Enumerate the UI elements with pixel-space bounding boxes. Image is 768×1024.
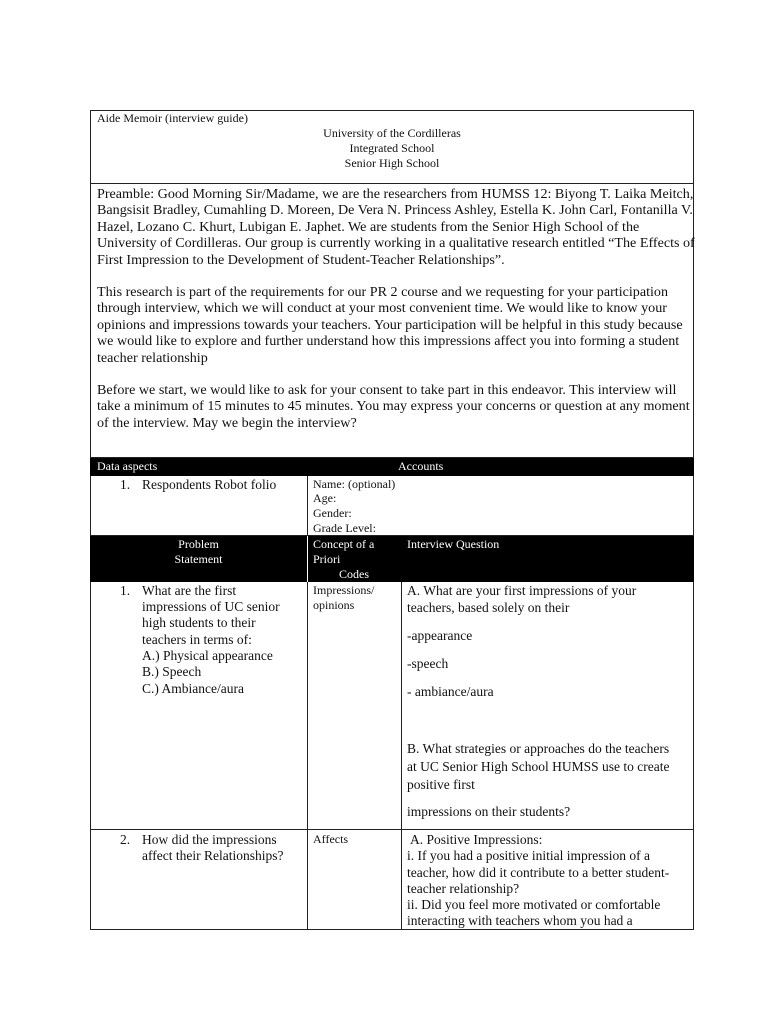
question-1b-line-2: at UC Senior High School HUMSS use to create: [407, 759, 670, 774]
code-row-2-line-1: Affects: [313, 832, 349, 846]
document-label: Aide Memoir (interview guide): [97, 111, 248, 125]
respondent-row-divider: [307, 476, 308, 536]
question-2-line-3: teacher, how did it contribute to a better student-: [407, 865, 670, 880]
data-aspects-header-bar: [90, 458, 694, 476]
preamble-paragraph-1: Preamble: Good Morning Sir/Madame, we are the researchers from HUMSS 12: Biyong T. Laika Meitch, Bangsisit Bradley, Cumahling D. Moreen, De Vera N. Princess Ashley, Estella K. John Carl, Fontanilla V. Hazel, Lozano C. Khurt, Lubigan E. Japhet. We are students from the Senior High School of the University of Cordilleras. Our group is currently working in a qualitative research entitled “The Effects of First Impression to the Development of Student-Teacher Relationships”.: [97, 186, 695, 268]
data-aspects-heading: Data aspects: [97, 459, 158, 473]
field-grade-level: Grade Level:: [313, 521, 376, 535]
row-separator: [90, 829, 694, 830]
concept-heading-line-1: Concept of a: [313, 537, 375, 551]
problem-row-1-line-6: B.) Speech: [142, 664, 202, 679]
problem-row-2-number: 2.: [120, 832, 131, 847]
respondent-row-aspect: Respondents Robot folio: [142, 477, 277, 492]
field-name: Name: (optional): [313, 477, 396, 491]
question-item-ambiance: - ambiance/aura: [407, 684, 494, 699]
question-2-line-1: A. Positive Impressions:: [410, 832, 543, 847]
problem-heading-line-1: Problem: [178, 537, 219, 551]
accounts-heading: Accounts: [398, 459, 444, 473]
problem-row-2-line-1: How did the impressions: [142, 832, 277, 847]
preamble-paragraph-2: This research is part of the requirements for our PR 2 course and we requesting for your participation through interview, which we will conduct at your most convenient time. We would like to know your opinions and impressions towards your teachers. Your participation will be helpful in this study because we would like to explore and further understand how this impressions affect you into forming a student teacher relationship: [97, 284, 683, 366]
code-row-1-line-1: Impressions/: [313, 583, 375, 597]
question-2-line-4: teacher relationship?: [407, 881, 520, 896]
question-2-line-6: interacting with teachers whom you had a: [407, 913, 633, 928]
school-division: Integrated School: [349, 141, 435, 155]
question-item-speech: -speech: [407, 656, 449, 671]
question-2-line-5: ii. Did you feel more motivated or comfortable: [407, 897, 661, 912]
field-age: Age:: [313, 491, 337, 505]
problem-row-1-number: 1.: [120, 583, 131, 598]
school-level: Senior High School: [344, 156, 440, 170]
question-1b-line-4: impressions on their students?: [407, 804, 571, 819]
body-divider-2: [401, 582, 402, 930]
body-divider-1: [307, 582, 308, 930]
concept-heading-line-2: Priori: [313, 552, 341, 566]
question-1b-line-3: positive first: [407, 777, 475, 792]
respondent-row-number: 1.: [120, 477, 131, 492]
interview-question-heading: Interview Question: [407, 537, 500, 551]
problem-row-1-line-5: A.) Physical appearance: [142, 648, 273, 663]
field-gender: Gender:: [313, 506, 352, 520]
preamble-paragraph-3: Before we start, we would like to ask for your consent to take part in this endeavor. This interview will take a minimum of 15 minutes to 45 minutes. You may express your concerns or question at any moment of the interview. May we begin the interview?: [97, 382, 690, 431]
question-item-appearance: -appearance: [407, 628, 473, 643]
code-row-1-line-2: opinions: [313, 598, 355, 612]
concept-heading-line-3: Codes: [339, 567, 369, 581]
question-1a-line-2: teachers, based solely on their: [407, 600, 570, 615]
school-name: University of the Cordilleras: [323, 126, 461, 140]
problem-row-1-line-7: C.) Ambiance/aura: [142, 681, 244, 696]
problem-row-2-line-2: affect their Relationships?: [142, 848, 284, 863]
problem-heading-line-2: Statement: [174, 552, 223, 566]
problem-row-1-line-3: high students to their: [142, 615, 256, 630]
problem-row-1-line-2: impressions of UC senior: [142, 599, 280, 614]
question-1b-line-1: B. What strategies or approaches do the teachers: [407, 741, 670, 756]
problem-row-1-line-4: teachers in terms of:: [142, 632, 252, 647]
question-1a-line-1: A. What are your first impressions of your: [407, 583, 637, 598]
question-2-line-2: i. If you had a positive initial impression of a: [407, 848, 650, 863]
problem-row-1-line-1: What are the first: [142, 583, 237, 598]
